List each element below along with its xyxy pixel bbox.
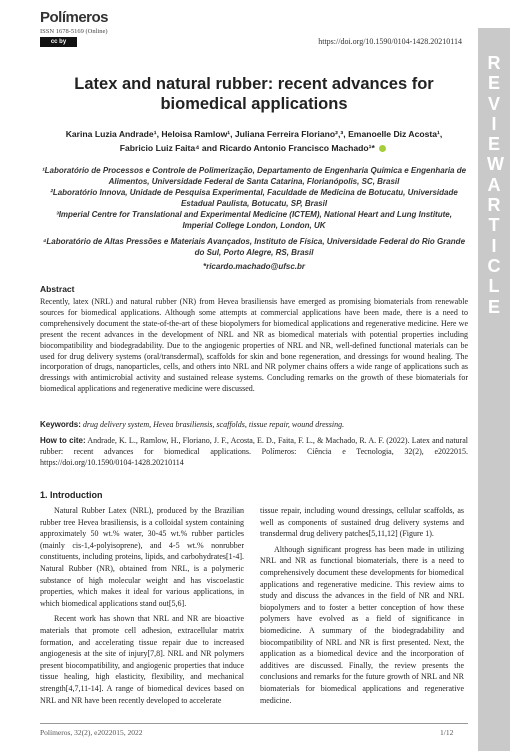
- article-type-label: REVIEW ARTICLE: [487, 53, 504, 317]
- footer-citation: Polímeros, 32(2), e2022015, 2022: [40, 728, 143, 737]
- author-list: [40, 127, 468, 155]
- affiliation-4: ⁴Laboratório de Altas Pressões e Materiais Avançados, Instituto de Física, Universidade Federal do Rio Grande do Sul, Porto Alegre, RS, Brasil: [42, 237, 466, 257]
- paragraph: tissue repair, including wound dressings, cellular scaffolds, as well as components of sustained drug delivery systems and transdermal drug delivery patches[5,11,12] (Figure 1).: [260, 506, 464, 539]
- keywords-text: drug delivery system, Hevea brasiliensis, scaffolds, tissue repair, wound dressing.: [82, 420, 345, 429]
- keywords-label: Keywords:: [40, 420, 81, 429]
- keywords: [40, 420, 468, 431]
- how-to-cite: [40, 436, 468, 469]
- section-heading: 1. Introduction: [40, 490, 103, 500]
- orcid-icon[interactable]: [379, 145, 386, 152]
- paragraph: Natural Rubber Latex (NRL), produced by the Brazilian rubber tree Hevea brasiliensis, is a colloidal system containing approximately 50 wt.% water, 30-45 wt.% rubber particles (mainly cis-1,4-polyisoprene), and 4-5 wt.% nonrubber constituents, including proteins, lipids, and carbohydrates[1-4]. Natural Rubber (NR), obtained from NRL, is a polymeric substance of high molecular weight and has viscoelastic properties, which makes it ideal for various applications, in which biomedical applications stand out[5,6].: [40, 506, 244, 608]
- text-column-left: [40, 505, 244, 706]
- issn: ISSN 1678-5169 (Online): [40, 28, 108, 35]
- paragraph: Although significant progress has been made in utilizing NRL and NR as functional biomaterials, there is a need to comprehensively document these developments for biomedical applications and regenerative medicine. This review aims to study and discuss the advances in the field of NR and NRL biopolymers and to foster a better conception of how these polymers have evolved as a field of significance in biomedicine. A summary of the biodegradability and biocompatibility of NRL and NR is first presented. Next, the application as a biomedical device and the incorporation of additives are discussed. Finally, the review presents the conclusions and remarks for the future growth of NRL and NR biomaterials for biomedical applications and regenerative medicine.: [260, 544, 464, 705]
- abstract-heading: Abstract: [40, 284, 75, 294]
- article-title: Latex and natural rubber: recent advances for biomedical applications: [74, 75, 434, 113]
- affiliation-2: ²Laboratório Innova, Unidade de Pesquisa Experimental, Faculdade de Medicina de Botucatu, Universidade Estadual Paulista, Botucatu, SP, Brasil: [50, 188, 458, 208]
- footer-rule: [40, 723, 468, 724]
- authors-line-2: Fabricio Luiz Faita⁴ and Ricardo Antonio Francisco Machado¹*: [119, 143, 375, 153]
- cite-text: Andrade, K. L., Ramlow, H., Floriano, J. F., Acosta, E. D., Faita, F. L., & Machado, R. A. F. (2022). Latex and natural rubber: recent advances for biomedical applications. Polímeros: Ciência e Tecnologia, 32(2), e2022015. https://doi.org/10.1590/0104-1428.20210114: [40, 436, 468, 467]
- page-number: 1/12: [440, 728, 454, 737]
- affiliation-1: ¹Laboratório de Processos e Controle de Polimerização, Departamento de Engenharia Química e Engenharia de Alimentos, Universidade Federal de Santa Catarina, Florianópolis, SC, Brasil: [41, 166, 467, 186]
- authors-line-1: Karina Luzia Andrade¹, Heloisa Ramlow¹, Juliana Ferreira Floriano²,³, Emanoelle Diz Acosta¹,: [65, 129, 443, 139]
- corresponding-email[interactable]: *ricardo.machado@ufsc.br: [202, 262, 306, 271]
- doi-link[interactable]: https://doi.org/10.1590/0104-1428.20210114: [318, 37, 462, 46]
- paragraph: Recent work has shown that NRL and NR are bioactive materials that promote cell adhesion, extracellular matrix formation, and accelerating tissue repair due to increased angiogenesis at the site of injury[7,8]. NRL and NR polymers present biocompatibility, and angiogenic properties that induce tissue healing, high elasticity, flexibility, and mechanical strength[4,7,11-14]. A range of biomedical devices based on NRL and NR have been recently developed to accelerate: [40, 614, 244, 705]
- affiliation-3: ³Imperial Centre for Translational and Experimental Medicine (ICTEM), National Heart and Lung Institute, Imperial College London, London, UK: [56, 210, 452, 230]
- article-type-sidebar: [478, 28, 510, 751]
- text-column-right: [260, 505, 464, 706]
- abstract-text: Recently, latex (NRL) and natural rubber (NR) from Hevea brasiliensis have emerged as promising biomaterials from renewable sources for biomedical applications. Although some attempts at commercial applications have been made, there is a need to comprehensively document the state-of-the-art of these biopolymers for biomedical applications and regenerative medicine. Here we present the recent advances in the development of NRL and NR as biomedical materials with potential properties including biocompatibility and biodegradability. Due to the angiogenic properties of NRL and NR, well-defined functional materials can be used for drug delivery systems (oral/transdermal), scaffolds for skin and bone regeneration, and dressings for wound healing. The incorporation of drugs, nanoparticles, cells, and others into NRL and NR polymer chains offers a wide range of applications such as dressings with antimicrobial activity and sustained release systems. Concluding remarks on the growth of these biomaterials for biomedical applications and regenerative medicine were discussed.: [40, 297, 468, 394]
- cite-label: How to cite:: [40, 436, 86, 445]
- journal-logo: Polímeros: [40, 9, 109, 26]
- license-badge[interactable]: cc by: [40, 37, 77, 47]
